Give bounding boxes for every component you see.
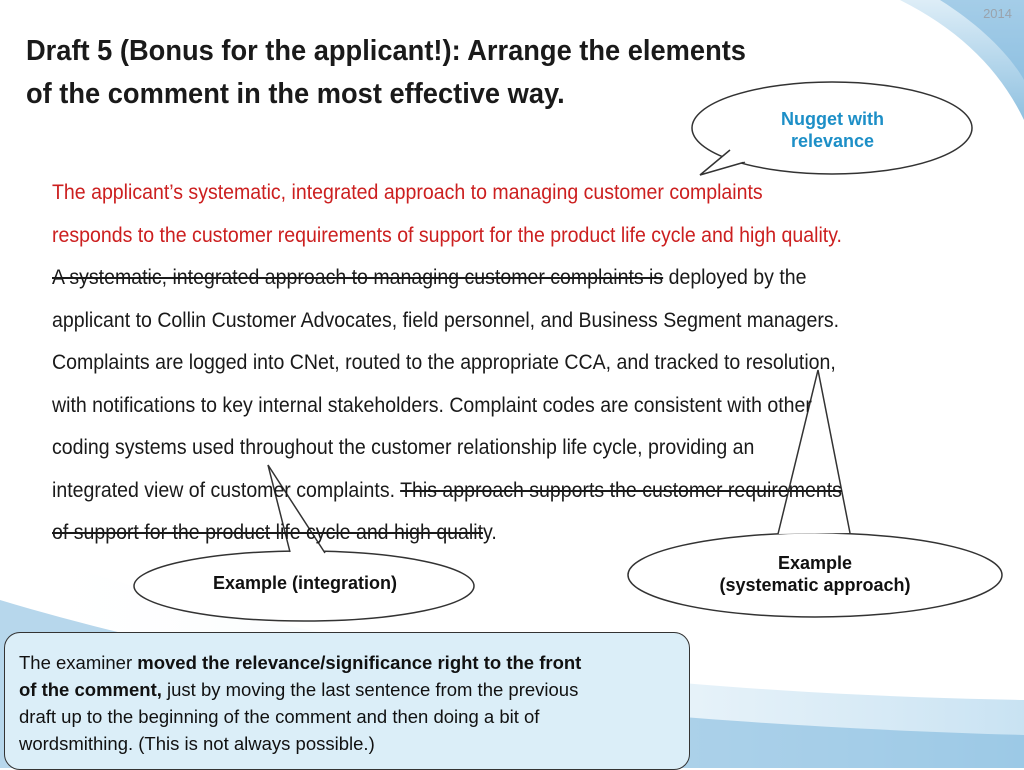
body-line-2: responds to the customer requirements of support for the product life cycle and high quality. bbox=[52, 223, 842, 247]
nugget-callout-label bbox=[740, 108, 925, 152]
note-line-1 bbox=[19, 649, 679, 676]
body-text: deployed by the bbox=[663, 266, 807, 289]
slide-title bbox=[26, 30, 746, 116]
struck-text: A systematic, integrated approach to managing customer complaints is bbox=[52, 266, 664, 289]
body-line-4: applicant to Collin Customer Advocates, field personnel, and Business Segment managers. bbox=[52, 308, 840, 332]
body-line-7: coding systems used throughout the customer relationship life cycle, providing an bbox=[52, 436, 755, 459]
title-line-2: of the comment in the most effective way. bbox=[26, 78, 565, 110]
body-text: y. bbox=[483, 521, 497, 544]
systematic-label-line-2: (systematic approach) bbox=[719, 575, 911, 595]
body-line-8 bbox=[52, 470, 945, 513]
comment-body bbox=[52, 172, 945, 555]
note-line-2 bbox=[19, 676, 679, 703]
examiner-note-box bbox=[4, 632, 690, 770]
body-line-1: The applicant’s systematic, integrated approach to managing customer complaints bbox=[52, 181, 763, 204]
nugget-label-line-1: Nugget with bbox=[781, 109, 884, 129]
body-text: integrated view of customer complaints. bbox=[52, 478, 401, 502]
systematic-label-line-1: Example bbox=[777, 553, 853, 573]
systematic-callout-label bbox=[680, 552, 950, 596]
body-line-5: Complaints are logged into CNet, routed to the appropriate CCA, and tracked to resolution, bbox=[52, 351, 836, 374]
nugget-label-line-2: relevance bbox=[790, 131, 875, 151]
body-line-6: with notifications to key internal stakeholders. Complaint codes are consistent with other bbox=[52, 393, 812, 417]
note-line-4: wordsmithing. (This is not always possible.) bbox=[19, 733, 375, 754]
struck-text: This approach supports the customer requirements bbox=[400, 478, 842, 502]
year-label: 2014 bbox=[983, 6, 1012, 21]
integration-callout-label: Example (integration) bbox=[212, 573, 398, 593]
body-line-3 bbox=[52, 257, 945, 300]
title-line-1: Draft 5 (Bonus for the applicant!): Arrange the elements bbox=[26, 35, 746, 67]
note-bold-text: of the comment, bbox=[19, 679, 162, 700]
note-line-3: draft up to the beginning of the comment and then doing a bit of bbox=[19, 706, 540, 727]
note-text: just by moving the last sentence from the previous bbox=[161, 679, 579, 700]
struck-text: of support for the product life cycle and high qualit bbox=[52, 521, 484, 544]
note-text: The examiner bbox=[19, 652, 138, 673]
body-line-9 bbox=[52, 512, 945, 555]
note-bold-text: moved the relevance/significance right to the front bbox=[137, 652, 582, 673]
